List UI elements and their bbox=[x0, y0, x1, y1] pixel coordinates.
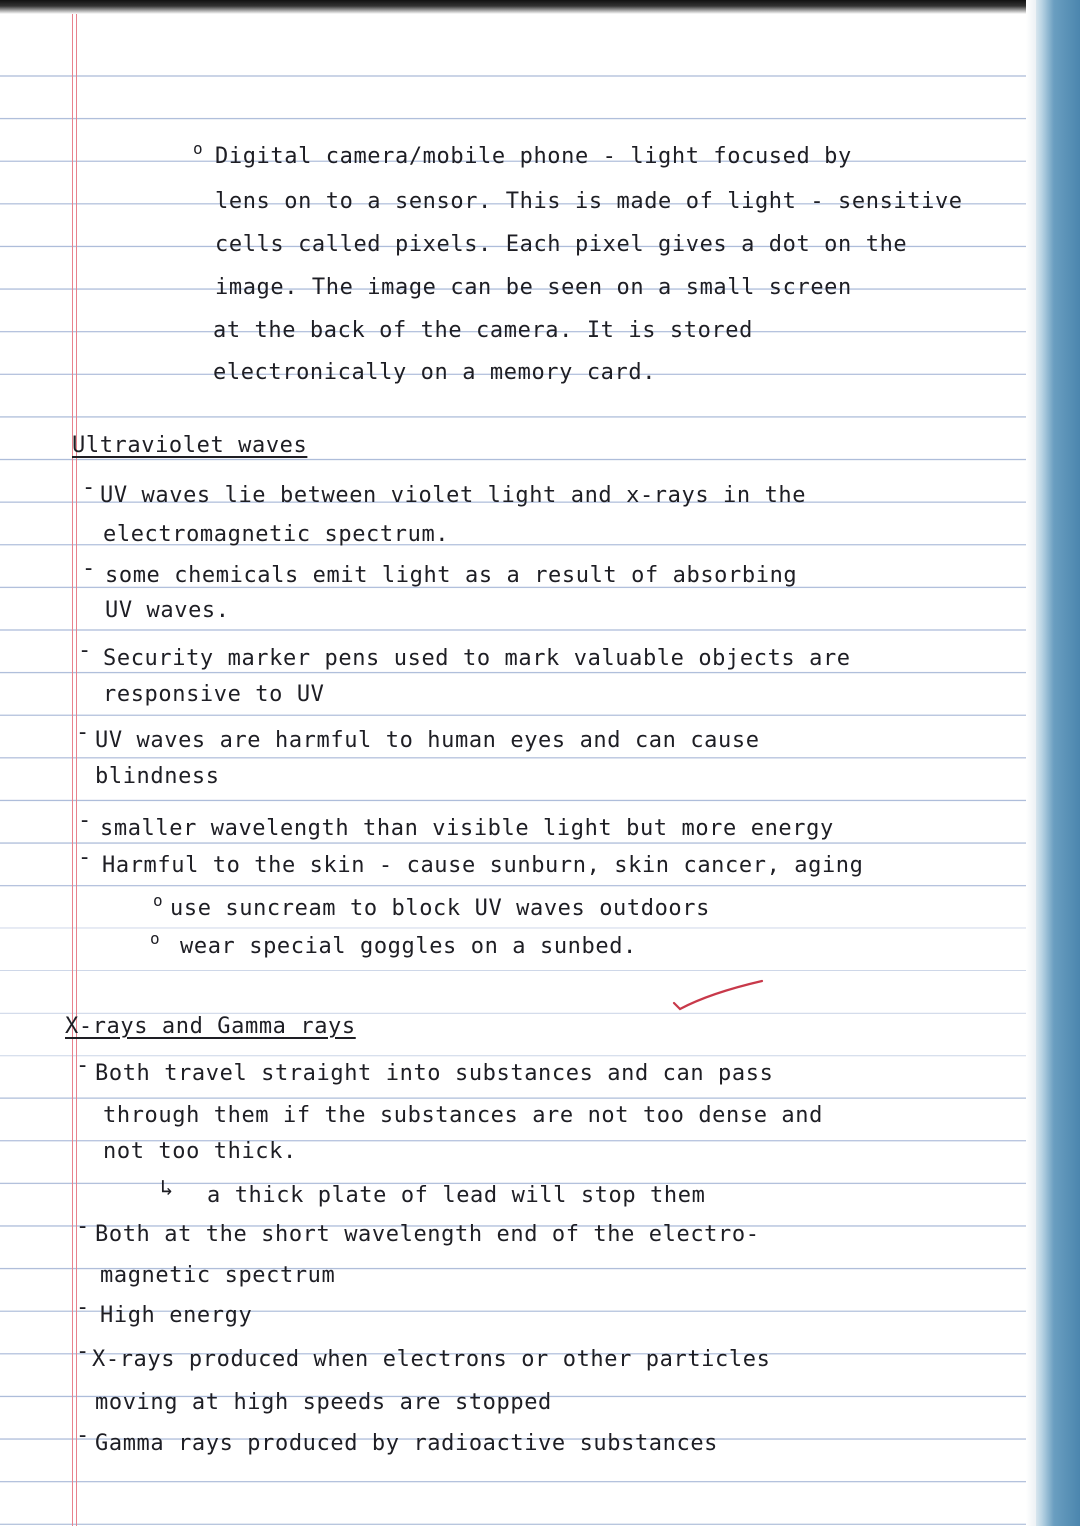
uv-sub-point-2: wear special goggles on a sunbed. bbox=[180, 934, 637, 959]
xray-heading: X-rays and Gamma rays bbox=[65, 1014, 356, 1039]
uv-point-5: smaller wavelength than visible light but more energy bbox=[100, 816, 834, 841]
dash-marker: - bbox=[76, 1053, 90, 1078]
uv-point-6: Harmful to the skin - cause sunburn, skin cancer, aging bbox=[102, 853, 864, 878]
notebook-cover-edge bbox=[1036, 0, 1080, 1526]
dash-marker: - bbox=[78, 845, 92, 870]
camera-line-6: electronically on a memory card. bbox=[213, 360, 657, 385]
tick-stroke bbox=[674, 981, 762, 1009]
uv-point-1-line-2: electromagnetic spectrum. bbox=[103, 522, 450, 547]
uv-heading: Ultraviolet waves bbox=[72, 433, 308, 458]
camera-line-3: cells called pixels. Each pixel gives a dot on the bbox=[215, 232, 908, 257]
uv-point-3-line-2: responsive to UV bbox=[103, 682, 325, 707]
uv-point-2-line-1: some chemicals emit light as a result of absorbing bbox=[105, 563, 798, 588]
camera-line-2: lens on to a sensor. This is made of light - sensitive bbox=[215, 189, 963, 214]
camera-line-4: image. The image can be seen on a small screen bbox=[215, 275, 852, 300]
sub-bullet: o bbox=[153, 891, 163, 910]
dash-marker: - bbox=[78, 808, 92, 833]
xray-point-1-line-3: not too thick. bbox=[103, 1139, 297, 1164]
dash-marker: - bbox=[76, 1339, 90, 1364]
sub-bullet: o bbox=[150, 929, 160, 948]
uv-point-3-line-1: Security marker pens used to mark valuable objects are bbox=[103, 646, 851, 671]
margin-line bbox=[72, 14, 73, 1526]
dash-marker: - bbox=[82, 475, 96, 500]
camera-line-5: at the back of the camera. It is stored bbox=[213, 318, 753, 343]
xray-point-3: High energy bbox=[100, 1303, 253, 1328]
dash-marker: - bbox=[82, 556, 96, 581]
xray-point-2-line-2: magnetic spectrum bbox=[100, 1263, 336, 1288]
xray-point-1-line-2: through them if the substances are not too dense and bbox=[103, 1103, 823, 1128]
uv-point-2-line-2: UV waves. bbox=[105, 598, 230, 623]
xray-point-2-line-1: Both at the short wavelength end of the electro- bbox=[95, 1222, 760, 1247]
xray-point-4-line-1: X-rays produced when electrons or other particles bbox=[92, 1347, 771, 1372]
uv-sub-point-1: use suncream to block UV waves outdoors bbox=[170, 896, 710, 921]
uv-point-4-line-2: blindness bbox=[95, 764, 220, 789]
xray-arrow-note: a thick plate of lead will stop them bbox=[207, 1183, 706, 1208]
bullet-point: o bbox=[193, 139, 203, 158]
uv-point-1-line-1: UV waves lie between violet light and x-rays in the bbox=[100, 483, 807, 508]
arrow-icon: ↳ bbox=[160, 1176, 174, 1201]
page-top-edge bbox=[0, 0, 1040, 14]
dash-marker: - bbox=[76, 1423, 90, 1448]
dash-marker: - bbox=[76, 1295, 90, 1320]
xray-point-4-line-2: moving at high speeds are stopped bbox=[95, 1390, 552, 1415]
teacher-tick-mark bbox=[670, 975, 770, 1015]
xray-point-5: Gamma rays produced by radioactive substances bbox=[95, 1431, 719, 1456]
uv-point-4-line-1: UV waves are harmful to human eyes and can cause bbox=[95, 728, 760, 753]
dash-marker: - bbox=[76, 1214, 90, 1239]
xray-point-1-line-1: Both travel straight into substances and can pass bbox=[95, 1061, 774, 1086]
camera-line-1: Digital camera/mobile phone - light focused by bbox=[215, 144, 852, 169]
dash-marker: - bbox=[76, 720, 90, 745]
dash-marker: - bbox=[78, 638, 92, 663]
